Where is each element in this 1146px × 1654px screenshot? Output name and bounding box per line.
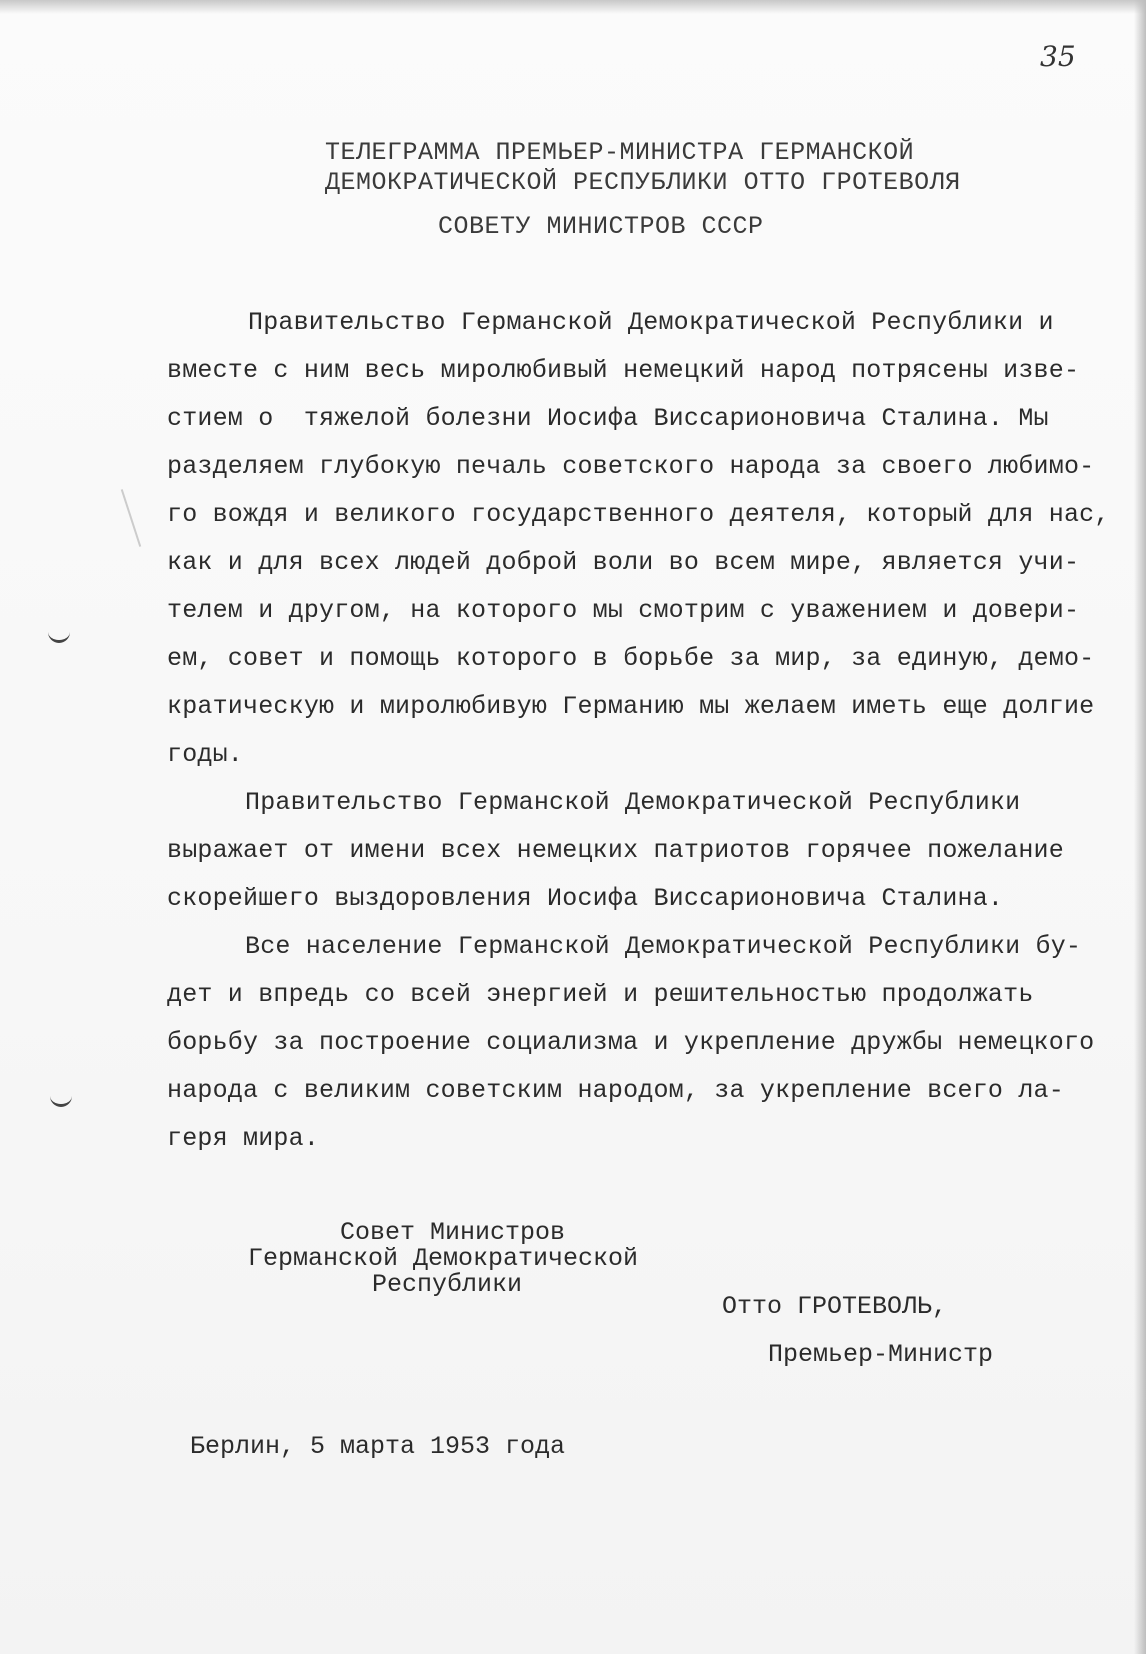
- paragraph-line: геря мира.: [167, 1124, 320, 1153]
- paragraph-line: народа с великим советским народом, за укрепление всего ла-: [167, 1076, 1064, 1105]
- signature-org-line-1: Совет Министров: [340, 1218, 566, 1247]
- signer-title: Премьер-Министр: [768, 1340, 994, 1369]
- paragraph-line: как и для всех людей доброй воли во всем мире, является учи-: [167, 548, 1080, 577]
- paragraph-line: го вождя и великого государственного деятеля, который для нас,: [167, 500, 1110, 529]
- scan-scratch: [121, 489, 141, 547]
- paragraph-line: кратическую и миролюбивую Германию мы желаем иметь еще долгие: [167, 692, 1095, 721]
- title-line-1: ТЕЛЕГРАММА ПРЕМЬЕР-МИНИСТРА ГЕРМАНСКОЙ: [325, 138, 915, 167]
- paragraph-line: разделяем глубокую печаль советского народа за своего любимо-: [167, 452, 1095, 481]
- paragraph-line: борьбу за построение социализма и укрепление дружбы немецкого: [167, 1028, 1095, 1057]
- paragraph-line: Правительство Германской Демократической Республики: [245, 788, 1021, 817]
- paragraph-line: выражает от имени всех немецких патриотов горячее пожелание: [167, 836, 1064, 865]
- title-line-3: СОВЕТУ МИНИСТРОВ СССР: [438, 212, 764, 241]
- paragraph-line: скорейшего выздоровления Иосифа Виссарионовича Сталина.: [167, 884, 1004, 913]
- place-and-date: Берлин, 5 марта 1953 года: [190, 1432, 566, 1461]
- punch-hole-mark: [48, 628, 70, 643]
- paragraph-line: телем и другом, на которого мы смотрим с уважением и довери-: [167, 596, 1080, 625]
- page-number: 35: [1040, 40, 1076, 73]
- paragraph-line: вместе с ним весь миролюбивый немецкий народ потрясены изве-: [167, 356, 1080, 385]
- title-line-2: ДЕМОКРАТИЧЕСКОЙ РЕСПУБЛИКИ ОТТО ГРОТЕВОЛЯ: [325, 168, 961, 197]
- paragraph-line: дет и впредь со всей энергией и решительностью продолжать: [167, 980, 1034, 1009]
- signer-name: Отто ГРОТЕВОЛЬ,: [722, 1292, 948, 1321]
- signature-org-line-3: Республики: [372, 1270, 523, 1299]
- scan-edge-top: [0, 0, 1146, 14]
- paragraph-line: Все население Германской Демократической Республики бу-: [245, 932, 1082, 961]
- paragraph-line: Правительство Германской Демократической Республики и: [248, 308, 1054, 337]
- punch-hole-mark: [50, 1092, 72, 1107]
- scan-edge-right: [1134, 0, 1146, 1654]
- paragraph-line: стием о тяжелой болезни Иосифа Виссарионовича Сталина. Мы: [167, 404, 1049, 433]
- paragraph-line: годы.: [167, 740, 244, 769]
- paragraph-line: ем, совет и помощь которого в борьбе за мир, за единую, демо-: [167, 644, 1095, 673]
- signature-org-line-2: Германской Демократической: [248, 1244, 639, 1273]
